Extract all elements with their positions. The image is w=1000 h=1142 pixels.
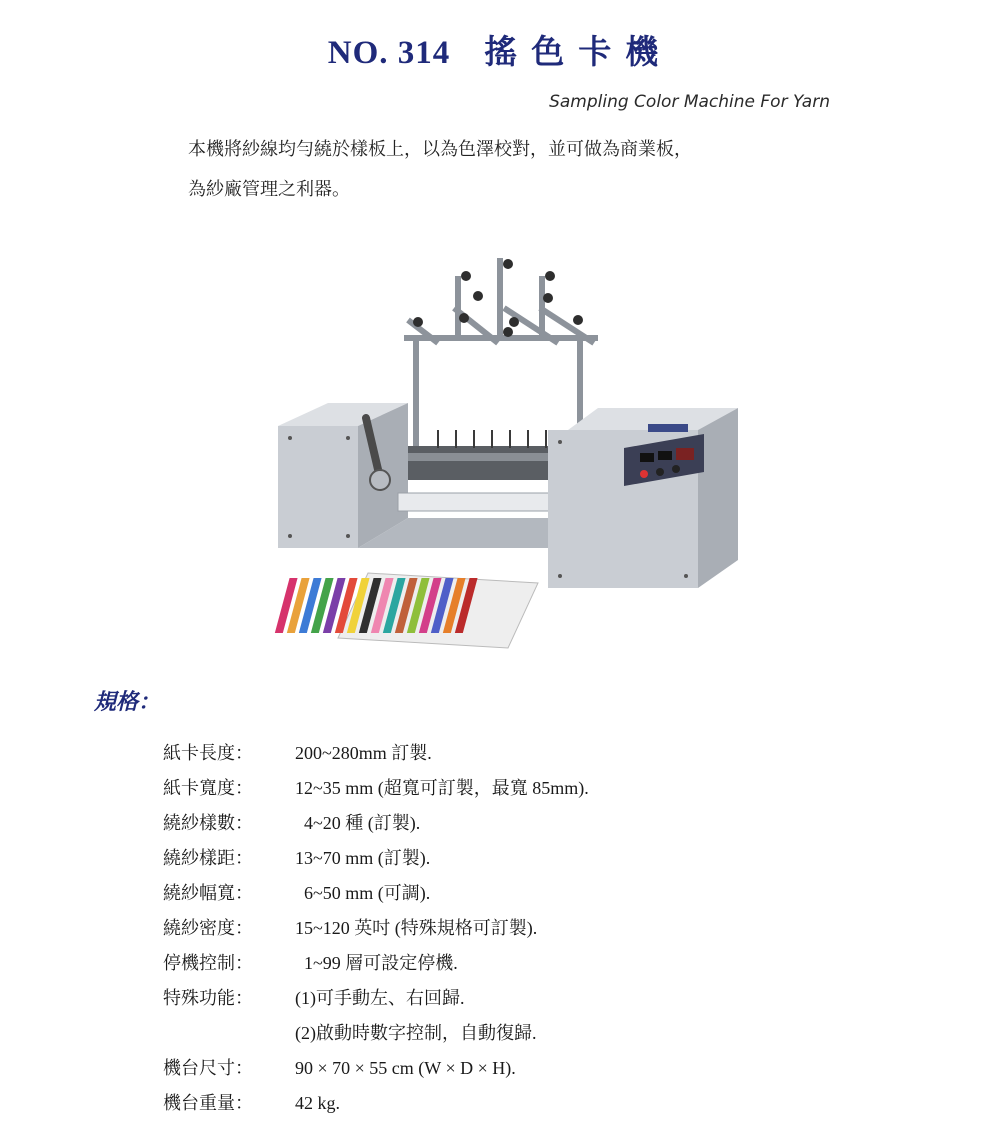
spec-value: 12~35 mm (超寬可訂製，最寬 85mm).	[295, 778, 589, 798]
product-name: 搖色卡機	[484, 32, 673, 71]
spec-label: 停機控制：	[163, 953, 253, 974]
spec-row-special-function	[163, 981, 589, 1016]
spec-row-winding-density	[163, 911, 589, 946]
spec-value: 15~120 英吋 (特殊規格可訂製).	[295, 918, 538, 938]
spec-value: 6~50 mm (可調).	[295, 883, 431, 903]
spec-label: 繞紗密度：	[163, 918, 253, 939]
spec-row-dimensions	[163, 1051, 589, 1086]
description-line-1: 本機將紗線均勻繞於樣板上，以為色澤校對，並可做為商業板，	[188, 139, 692, 160]
yarn-frame	[404, 258, 598, 453]
spec-label: 特殊功能：	[163, 988, 253, 1009]
product-subtitle: Sampling Color Machine For Yarn	[549, 92, 830, 112]
spec-label: 紙卡寬度：	[163, 778, 253, 799]
spec-value: (1)可手動左、右回歸.	[295, 988, 465, 1008]
spec-value: 13~70 mm (訂製).	[295, 848, 431, 868]
spec-label: 繞紗幅寬：	[163, 883, 253, 904]
right-housing	[548, 408, 738, 588]
spec-row-card-width	[163, 771, 589, 806]
yarn-guides	[438, 430, 546, 448]
spec-heading: 規格：	[94, 690, 161, 715]
spec-value: 4~20 種 (訂製).	[295, 813, 421, 833]
product-description	[188, 130, 848, 210]
spec-label: 紙卡長度：	[163, 743, 253, 764]
spec-value: 200~280mm 訂製.	[295, 743, 432, 763]
spec-value: 1~99 層可設定停機.	[295, 953, 458, 973]
spec-value: 90 × 70 × 55 cm (W × D × H).	[295, 1058, 516, 1078]
spec-value: (2)啟動時數字控制，自動復歸.	[295, 1023, 537, 1043]
page-title	[0, 26, 1000, 73]
spec-row-stop-control	[163, 946, 589, 981]
spec-label: 機台尺寸：	[163, 1058, 253, 1079]
spec-row-weight	[163, 1086, 589, 1121]
spec-row-special-function-2	[163, 1016, 589, 1051]
spec-row-card-length	[163, 736, 589, 771]
machine-photo	[268, 248, 748, 658]
spec-row-sample-spacing	[163, 841, 589, 876]
spec-value: 42 kg.	[295, 1093, 340, 1113]
spec-row-winding-width	[163, 876, 589, 911]
spec-list	[163, 736, 589, 1121]
spec-row-sample-count	[163, 806, 589, 841]
spec-label: 繞紗樣距：	[163, 848, 253, 869]
spec-label: 繞紗樣數：	[163, 813, 253, 834]
sample-color-cards	[275, 573, 538, 648]
model-number: NO. 314	[327, 35, 451, 71]
spec-label: 機台重量：	[163, 1093, 253, 1114]
description-line-2: 為紗廠管理之利器。	[188, 179, 350, 200]
